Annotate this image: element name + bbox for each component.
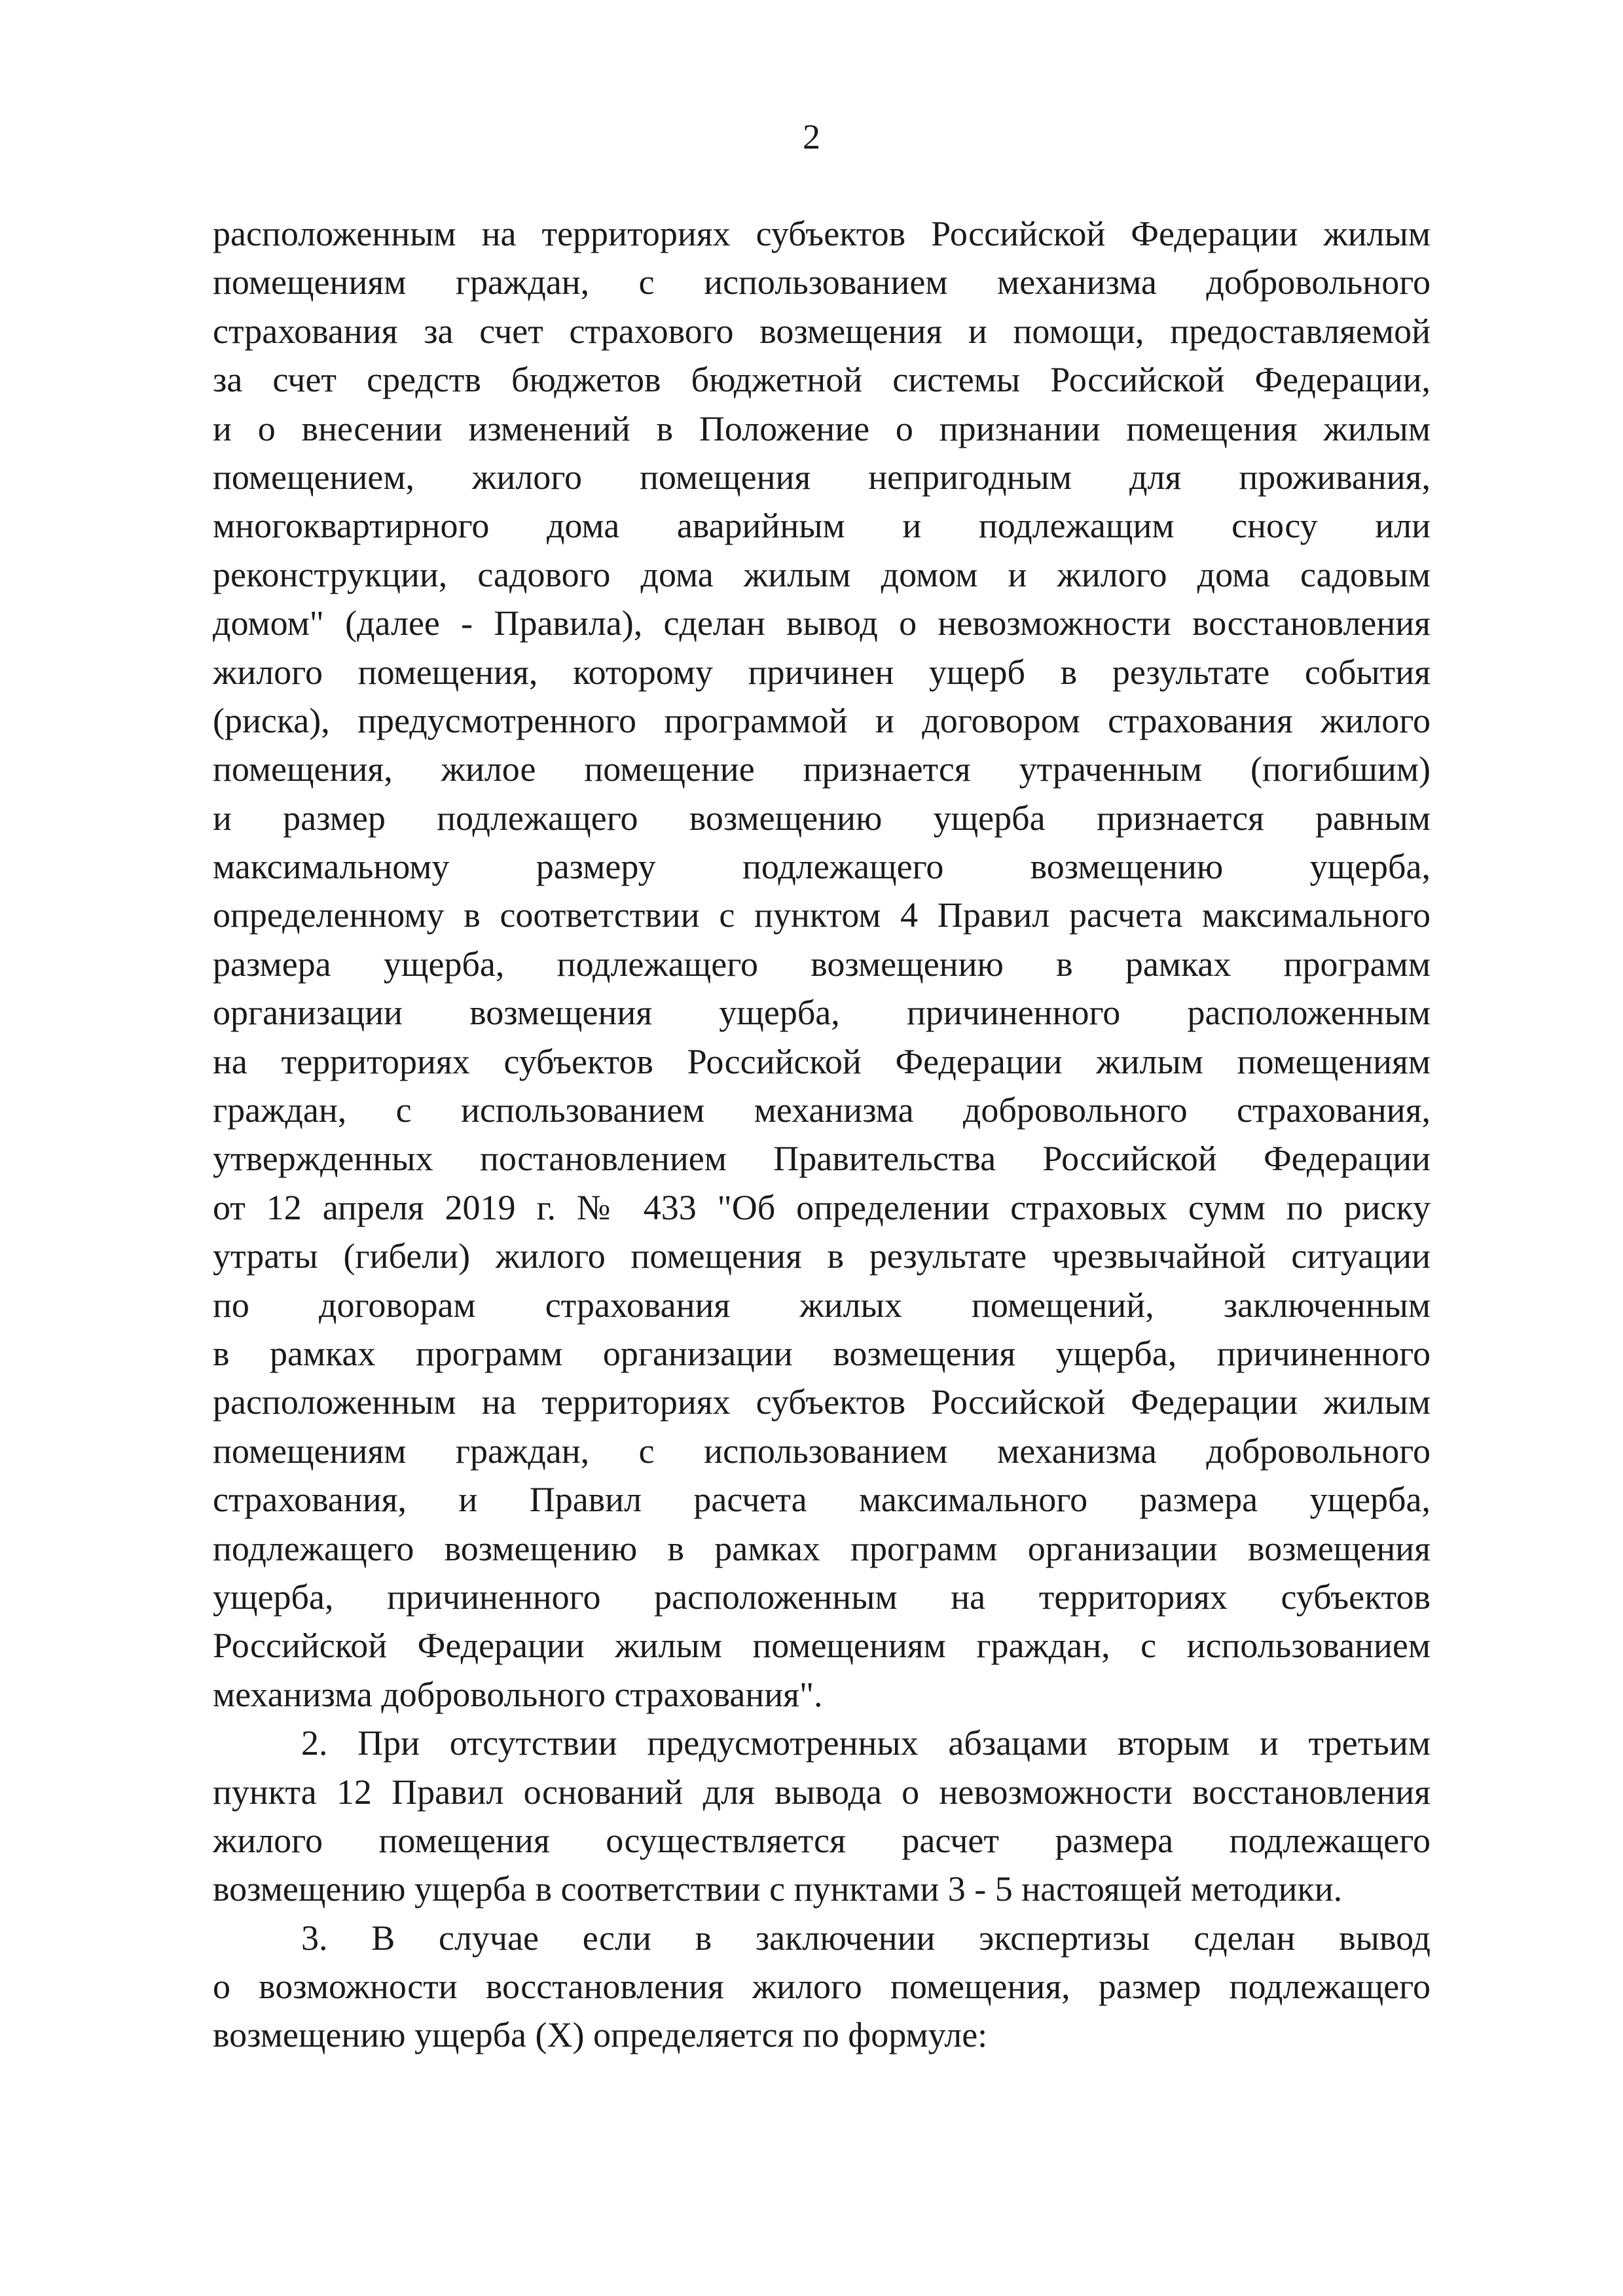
text-line: помещением, жилого помещения непригодным для проживания, bbox=[213, 457, 1431, 497]
text-line: (риска), предусмотренного программой и договором страхования жилого bbox=[213, 700, 1431, 740]
text-line: максимальному размеру подлежащего возмещению ущерба, bbox=[213, 847, 1431, 887]
text-line: домом" (далее - Правила), сделан вывод о невозможности восстановления bbox=[213, 603, 1431, 643]
text-line: от 12 апреля 2019 г. № 433 "Об определении страховых сумм по риску bbox=[213, 1187, 1431, 1227]
text-line: на территориях субъектов Российской Федерации жилым помещениям bbox=[213, 1041, 1431, 1081]
text-line: жилого помещения осуществляется расчет размера подлежащего bbox=[213, 1820, 1431, 1860]
text-line: реконструкции, садового дома жилым домом и жилого дома садовым bbox=[213, 554, 1431, 594]
text-line: Российской Федерации жилым помещениям граждан, с использованием bbox=[213, 1626, 1431, 1666]
text-line: подлежащего возмещению в рамках программ организации возмещения bbox=[213, 1528, 1431, 1568]
text-line: страхования за счет страхового возмещения и помощи, предоставляемой bbox=[213, 311, 1431, 351]
page-number: 2 bbox=[803, 117, 820, 156]
text-line: граждан, с использованием механизма добровольного страхования, bbox=[213, 1090, 1431, 1130]
text-line: и о внесении изменений в Положение о признании помещения жилым bbox=[213, 408, 1431, 448]
text-line: помещениям граждан, с использованием механизма добровольного bbox=[213, 1431, 1431, 1471]
paragraph bbox=[213, 209, 1431, 1719]
text-line: расположенным на территориях субъектов Российской Федерации жилым bbox=[213, 1382, 1431, 1422]
paragraph bbox=[213, 1914, 1431, 2060]
text-line: за счет средств бюджетов бюджетной системы Российской Федерации, bbox=[213, 360, 1431, 400]
document-body bbox=[213, 209, 1431, 2060]
text-line: определенному в соответствии с пунктом 4 Правил расчета максимального bbox=[213, 895, 1431, 935]
text-line: помещениям граждан, с использованием механизма добровольного bbox=[213, 262, 1431, 302]
text-line: в рамках программ организации возмещения ущерба, причиненного bbox=[213, 1333, 1431, 1373]
text-line: помещения, жилое помещение признается утраченным (погибшим) bbox=[213, 749, 1431, 789]
text-line: по договорам страхования жилых помещений, заключенным bbox=[213, 1285, 1431, 1325]
text-line: организации возмещения ущерба, причиненного расположенным bbox=[213, 993, 1431, 1033]
text-line: возмещению ущерба (X) определяется по формуле: bbox=[213, 2015, 988, 2055]
paragraph bbox=[213, 1719, 1431, 1914]
text-line: возмещению ущерба в соответствии с пунктами 3 - 5 настоящей методики. bbox=[213, 1869, 1343, 1909]
text-line: пункта 12 Правил оснований для вывода о невозможности восстановления bbox=[213, 1772, 1431, 1812]
text-line: механизма добровольного страхования". bbox=[213, 1674, 823, 1714]
text-line: и размер подлежащего возмещению ущерба признается равным bbox=[213, 798, 1431, 838]
text-line: 3. В случае если в заключении экспертизы сделан вывод bbox=[301, 1918, 1431, 1958]
text-line: о возможности восстановления жилого помещения, размер подлежащего bbox=[213, 1967, 1431, 2007]
text-line: жилого помещения, которому причинен ущерб в результате события bbox=[213, 652, 1431, 692]
text-line: многоквартирного дома аварийным и подлежащим сносу или bbox=[213, 506, 1431, 546]
text-line: 2. При отсутствии предусмотренных абзацами вторым и третьим bbox=[301, 1723, 1431, 1763]
text-line: утвержденных постановлением Правительства Российской Федерации bbox=[213, 1139, 1431, 1179]
text-line: ущерба, причиненного расположенным на территориях субъектов bbox=[213, 1577, 1431, 1617]
text-line: утраты (гибели) жилого помещения в результате чрезвычайной ситуации bbox=[213, 1236, 1431, 1276]
text-line: размера ущерба, подлежащего возмещению в рамках программ bbox=[213, 944, 1431, 984]
text-line: расположенным на территориях субъектов Российской Федерации жилым bbox=[213, 214, 1431, 253]
text-line: страхования, и Правил расчета максимального размера ущерба, bbox=[213, 1480, 1431, 1520]
